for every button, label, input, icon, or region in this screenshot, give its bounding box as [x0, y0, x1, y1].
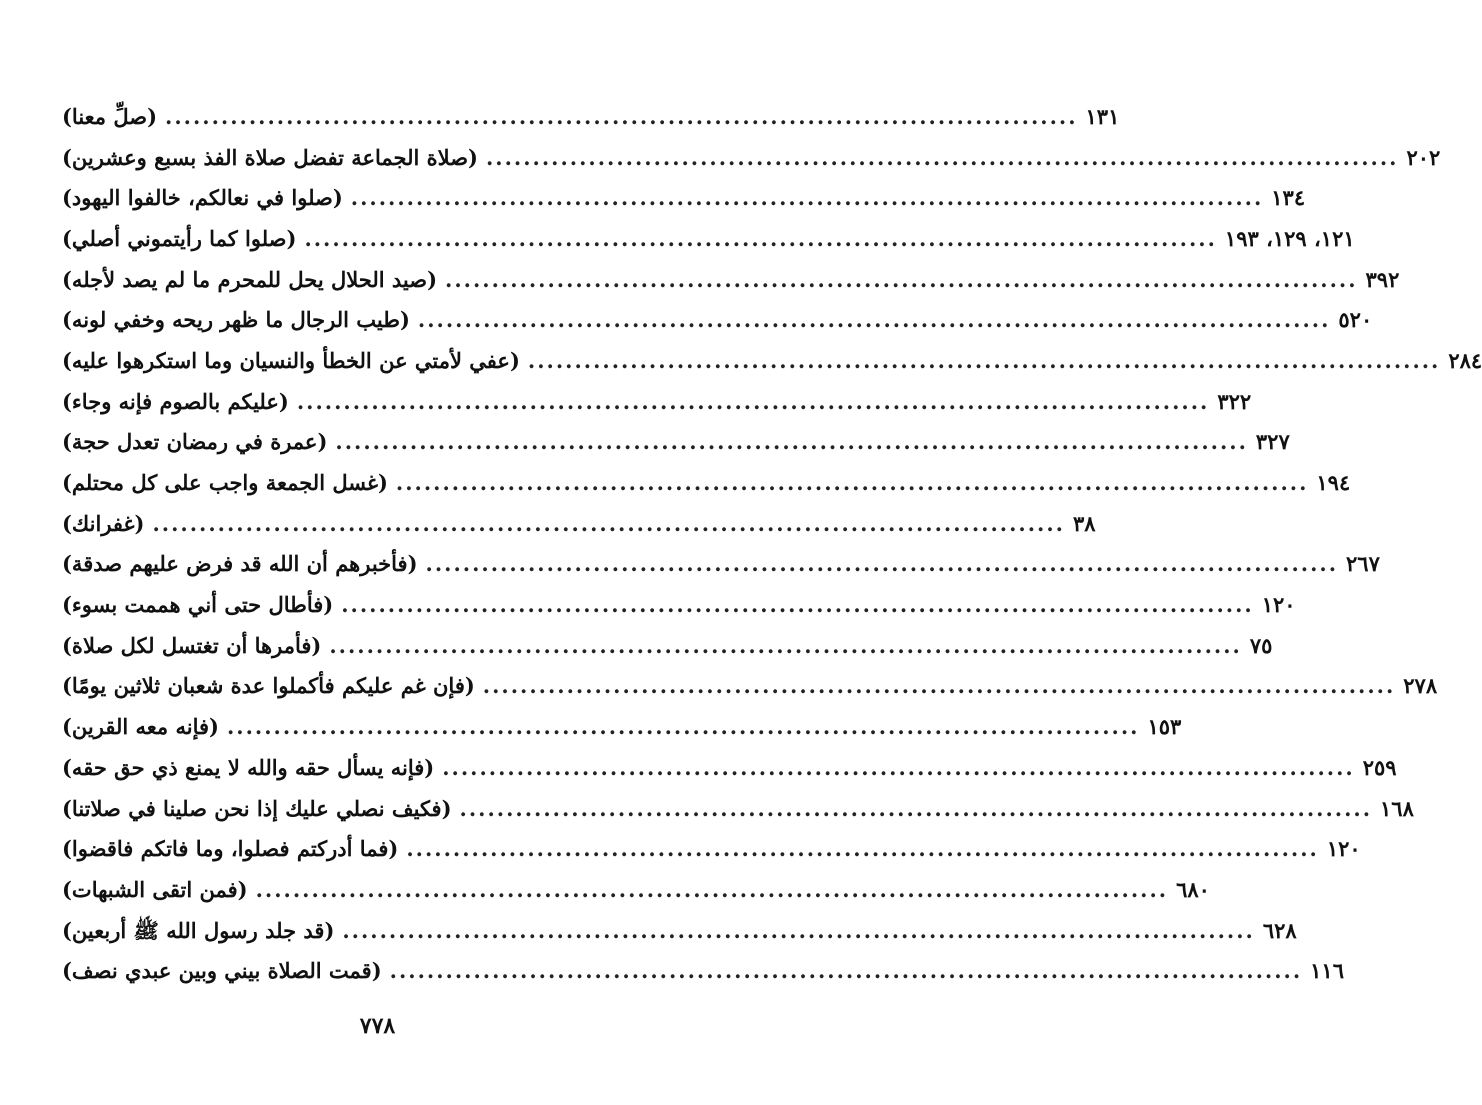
index-entry — [62, 584, 1296, 625]
dot-leader: .................................................................................................. — [417, 307, 1331, 333]
dot-leader: .................................................................................................. — [152, 510, 1065, 536]
page-number: ٧٧٨ — [359, 1013, 396, 1039]
hadith-text: (صلوا في نعالكم، خالفوا اليهود) — [62, 185, 343, 211]
index-entry — [62, 422, 1290, 463]
page-references: ٢٠٢ — [1406, 144, 1441, 170]
hadith-text: (غفرانك) — [62, 510, 145, 536]
index-entry — [62, 340, 1482, 381]
dot-leader: .................................................................................................. — [527, 347, 1441, 373]
hadith-text: (فأمرها أن تغتسل لكل صلاة) — [62, 632, 322, 658]
index-entry — [62, 788, 1414, 829]
page-references: ١٣٤ — [1271, 185, 1306, 211]
hadith-text: (طيب الرجال ما ظهر ريحه وخفي لونه) — [62, 307, 410, 333]
hadith-text: (صيد الحلال يحل للمحرم ما لم يصد لأجله) — [62, 266, 438, 292]
page-references: ٣٩٢ — [1365, 266, 1400, 292]
dot-leader: .................................................................................................. — [304, 225, 1217, 251]
dot-leader: .................................................................................................. — [226, 714, 1140, 740]
hadith-index-list — [62, 96, 1482, 991]
page-references: ١٥٣ — [1147, 714, 1182, 740]
hadith-text: (فكيف نصلي عليك إذا نحن صلينا في صلاتنا) — [62, 795, 452, 821]
hadith-text: (فإن غم عليكم فأكملوا عدة شعبان ثلاثين يومًا) — [62, 673, 475, 699]
dot-leader: .................................................................................................. — [165, 103, 1078, 129]
dot-leader: .................................................................................................. — [335, 429, 1248, 455]
dot-leader: .................................................................................................. — [350, 185, 1264, 211]
index-entry — [62, 706, 1182, 747]
page-references: ١٢٠ — [1261, 592, 1296, 618]
dot-leader: .................................................................................................. — [395, 470, 1309, 496]
page-references: ١٦٨ — [1380, 795, 1414, 821]
index-entry — [62, 625, 1273, 666]
page-references: ١٢٠ — [1326, 836, 1361, 862]
hadith-text: (غسل الجمعة واجب على كل محتلم) — [62, 470, 388, 496]
index-entry — [62, 259, 1400, 300]
dot-leader: .................................................................................................. — [406, 836, 1319, 862]
page-references: ٢٥٩ — [1362, 754, 1397, 780]
dot-leader: .................................................................................................. — [482, 673, 1396, 699]
dot-leader: .................................................................................................. — [442, 754, 1355, 780]
hadith-text: (عليكم بالصوم فإنه وجاء) — [62, 388, 289, 414]
page-references: ٣٢٧ — [1255, 429, 1290, 455]
index-entry — [62, 177, 1306, 218]
page-references: ٢٧٨ — [1403, 673, 1438, 699]
page-references: ٧٥ — [1249, 632, 1273, 658]
index-entry — [62, 137, 1441, 178]
page-references: ٢٦٧ — [1346, 551, 1380, 577]
dot-leader: .................................................................................................. — [485, 144, 1399, 170]
index-entry — [62, 747, 1397, 788]
page-references: ١١٦ — [1310, 958, 1344, 984]
index-entry — [62, 462, 1351, 503]
dot-leader: .................................................................................................. — [459, 795, 1373, 821]
page-references: ١٩٤ — [1316, 470, 1351, 496]
dot-leader: .................................................................................................. — [255, 876, 1169, 902]
index-entry — [62, 299, 1373, 340]
index-entry — [62, 503, 1096, 544]
index-entry — [62, 544, 1380, 585]
dot-leader: .................................................................................................. — [329, 632, 1242, 658]
page-references: ١٣١ — [1085, 103, 1120, 129]
hadith-text: (عفي لأمتي عن الخطأ والنسيان وما استكرهوا عليه) — [62, 347, 520, 373]
hadith-text: (عمرة في رمضان تعدل حجة) — [62, 429, 328, 455]
hadith-text: (صلِّ معنا) — [62, 103, 158, 129]
index-entry — [62, 666, 1438, 707]
dot-leader: .................................................................................................. — [342, 917, 1255, 943]
hadith-text: (فأطال حتى أني هممت بسوء) — [62, 592, 334, 618]
index-entry — [62, 950, 1344, 991]
hadith-text: (فأخبرهم أن الله قد فرض عليهم صدقة) — [62, 551, 418, 577]
dot-leader: .................................................................................................. — [296, 388, 1210, 414]
hadith-text: (فما أدركتم فصلوا، وما فاتكم فاقضوا) — [62, 836, 399, 862]
hadith-text: (صلاة الجماعة تفضل صلاة الفذ بسبع وعشرين) — [62, 144, 478, 170]
dot-leader: .................................................................................................. — [425, 551, 1339, 577]
page-references: ٦٨٠ — [1176, 876, 1210, 902]
hadith-text: (قد جلد رسول الله ﷺ أربعين) — [62, 917, 335, 943]
index-entry — [62, 218, 1355, 259]
dot-leader: .................................................................................................. — [389, 958, 1303, 984]
hadith-text: (فإنه يسأل حقه والله لا يمنع ذي حق حقه) — [62, 754, 435, 780]
index-entry — [62, 96, 1120, 137]
page-references: ٣٨ — [1072, 510, 1096, 536]
dot-leader: .................................................................................................. — [341, 592, 1254, 618]
dot-leader: .................................................................................................. — [445, 266, 1358, 292]
page-references: ٢٨٤ — [1448, 347, 1482, 373]
page-references: ٣٢٢ — [1217, 388, 1252, 414]
hadith-text: (فمن اتقى الشبهات) — [62, 876, 248, 902]
page-references: ٥٢٠ — [1338, 307, 1373, 333]
index-entry — [62, 869, 1210, 910]
index-entry — [62, 910, 1297, 951]
page-references: ١٢١، ١٢٩، ١٩٣ — [1224, 225, 1355, 251]
hadith-text: (فإنه معه القرين) — [62, 714, 219, 740]
page-references: ٦٢٨ — [1262, 917, 1297, 943]
hadith-text: (صلوا كما رأيتموني أصلي) — [62, 225, 297, 251]
index-entry — [62, 381, 1252, 422]
hadith-text: (قمت الصلاة بيني وبين عبدي نصف) — [62, 958, 382, 984]
index-entry — [62, 828, 1361, 869]
